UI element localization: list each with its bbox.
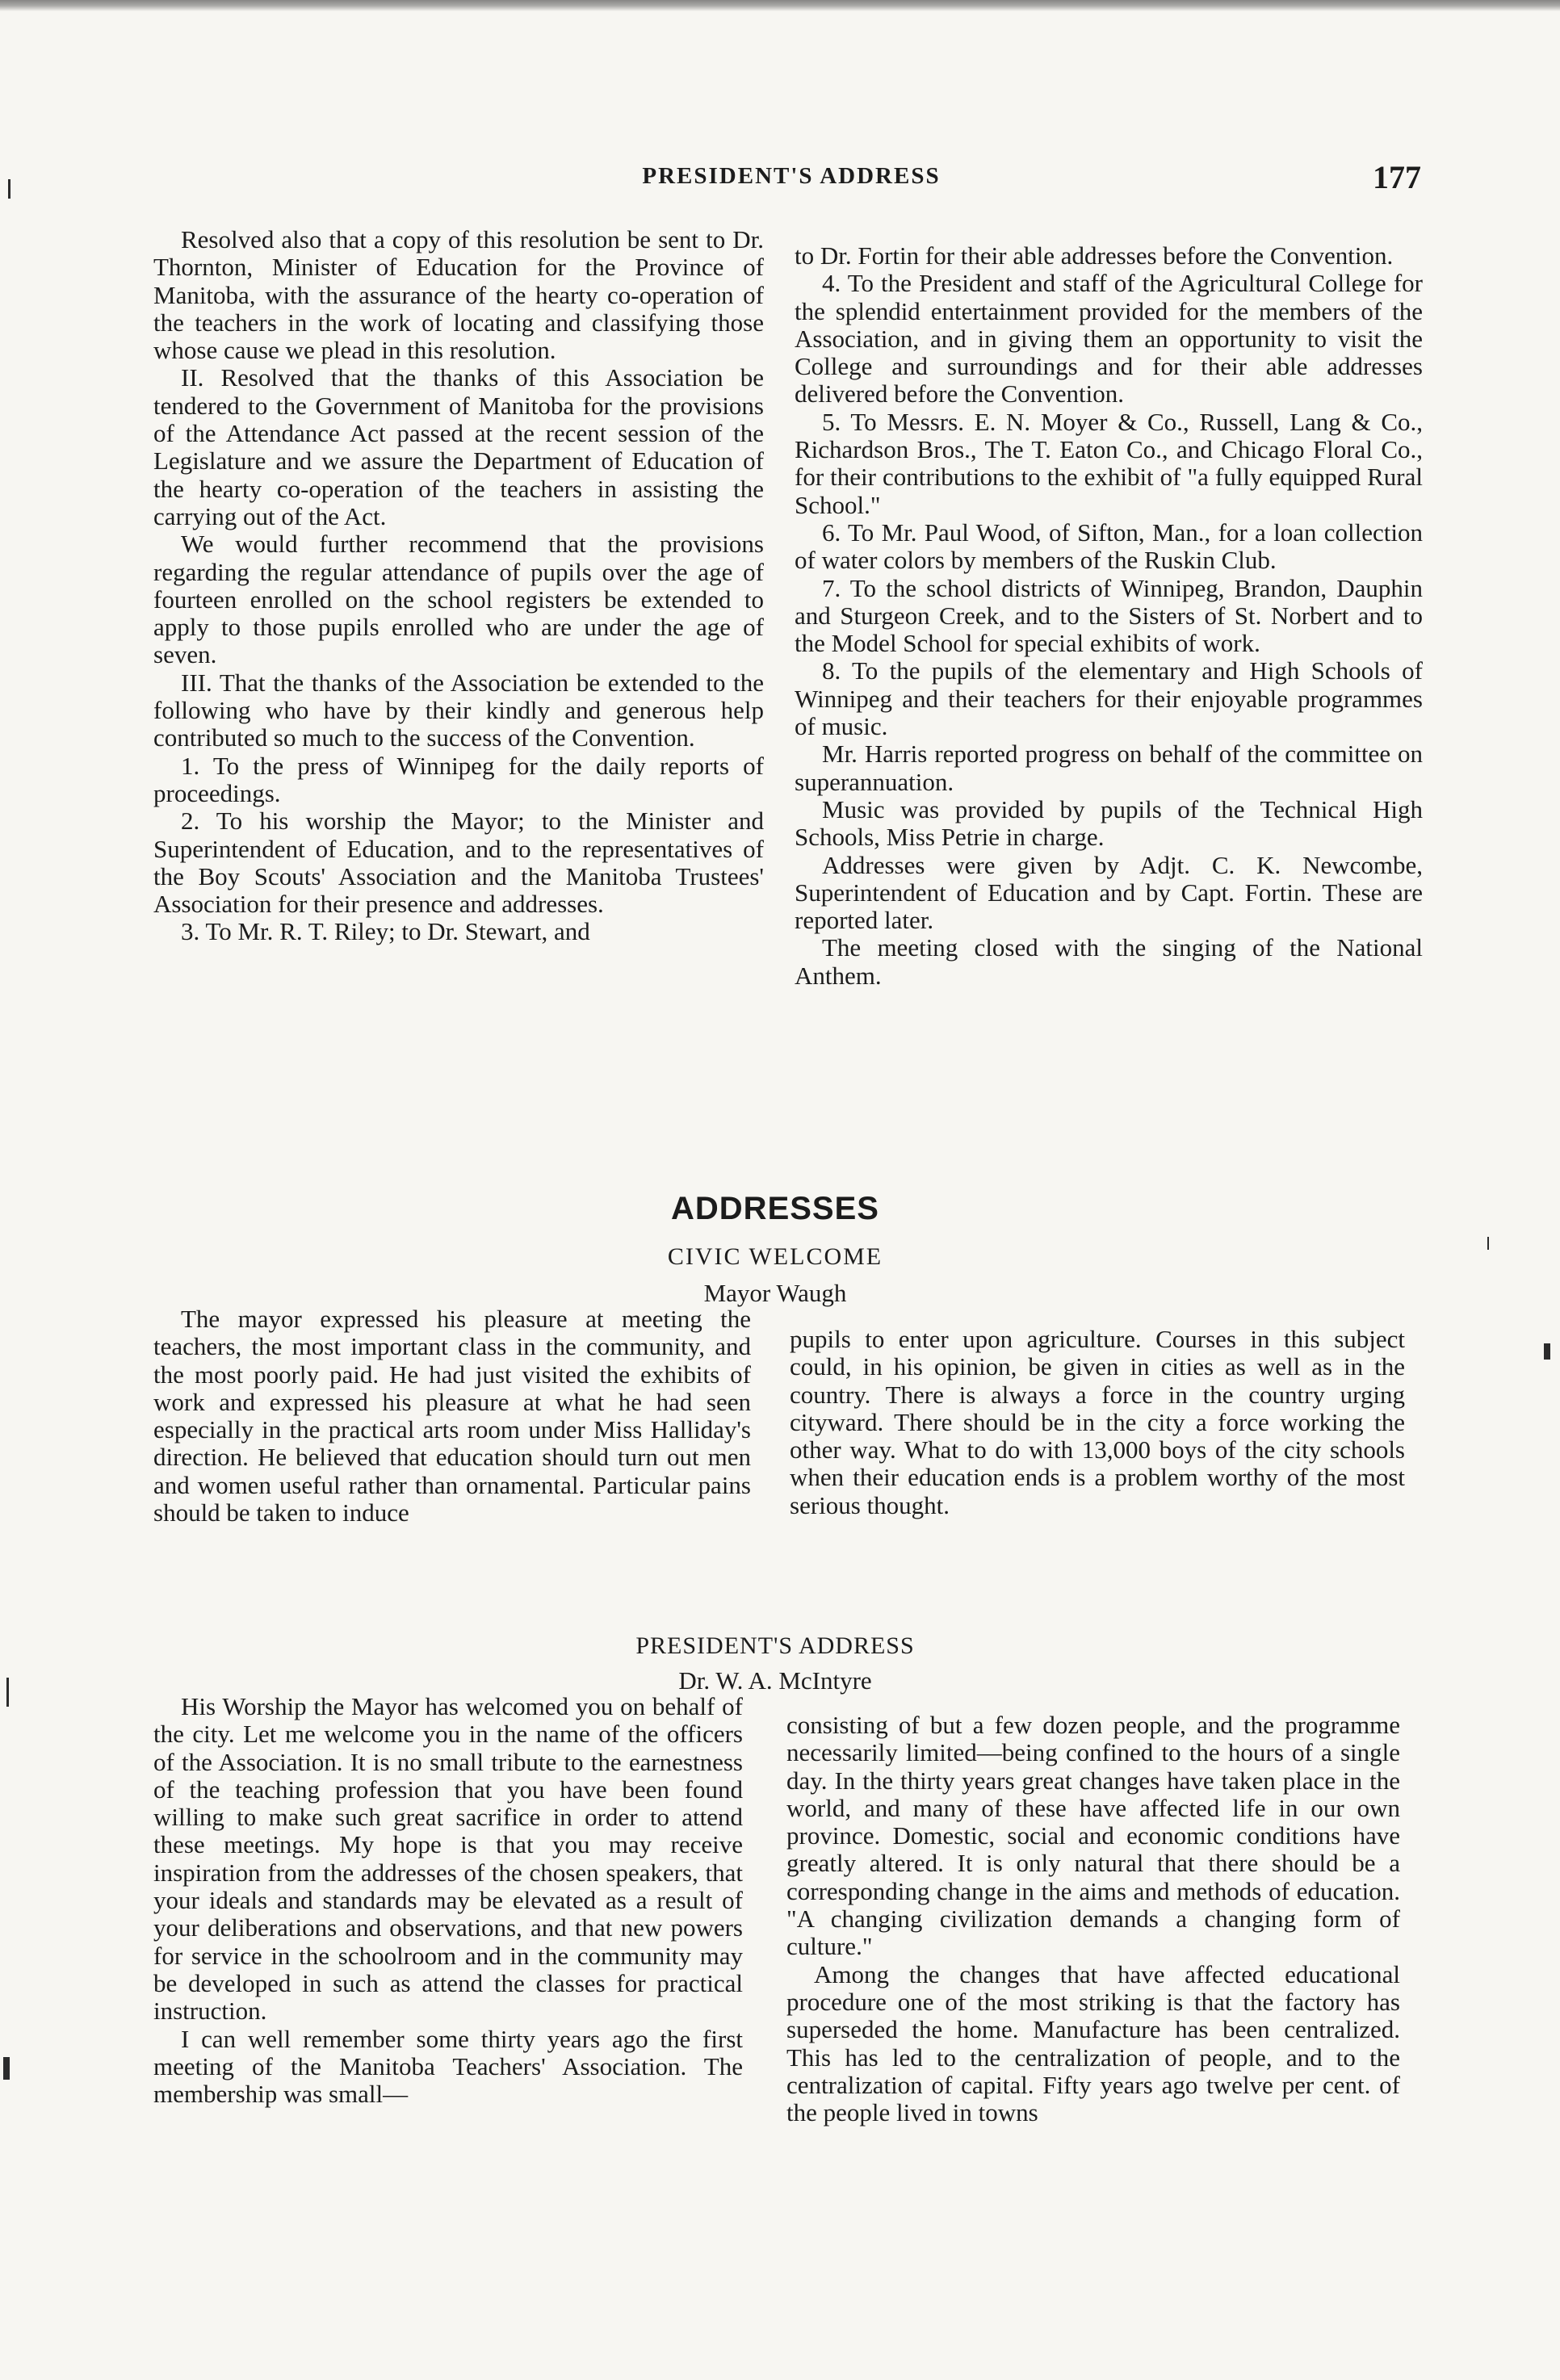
paragraph: III. That the thanks of the Association be extended to the following who have by their kindly and generous help contributed so much to the success of the Convention. bbox=[153, 668, 764, 752]
paragraph: 4. To the President and staff of the Agricultural College for the splendid entertainment provided for the members of the Association, and in giving them an opportunity to visit the College and surroundings and for their able addresses delivered before the Convention. bbox=[795, 269, 1423, 409]
paragraph: 8. To the pupils of the elementary and High Schools of Winnipeg and their teachers for their enjoyable programmes of music. bbox=[795, 656, 1423, 741]
paragraph: 5. To Messrs. E. N. Moyer & Co., Russell, Lang & Co., Richardson Bros., The T. Eaton Co., and Chicago Floral Co., for their contributions to the exhibit of "a fully equipped Rural School." bbox=[795, 407, 1423, 519]
paragraph: Resolved also that a copy of this resolution be sent to Dr. Thornton, Minister of Education for the Province of Manitoba, with the assurance of the hearty co-operation of the teachers in the work of locating and classifying those whose cause we plead in this resolution. bbox=[153, 225, 764, 365]
paragraph: The meeting closed with the singing of the National Anthem. bbox=[795, 933, 1423, 990]
civic-welcome-left-column bbox=[153, 1305, 751, 1527]
paragraph: II. Resolved that the thanks of this Association be tendered to the Government of Manitoba for the provisions of the Attendance Act passed at the recent session of the Legislature and we assure the Department of Education of the hearty co-operation of the teachers in assisting the carrying out of the Act. bbox=[153, 363, 764, 530]
paragraph: Mr. Harris reported progress on behalf of the committee on superannuation. bbox=[795, 740, 1423, 796]
paragraph: pupils to enter upon agriculture. Courses in this subject could, in his opinion, be given in cities as well as in the country. There is always a force in the country urging cityward. There should be in the city a force working the other way. What to do with 13,000 boys of the city schools when their education ends is a problem worthy of the most serious thought. bbox=[790, 1325, 1405, 1519]
presidents-address-speaker: Dr. W. A. McIntyre bbox=[678, 1666, 872, 1695]
page-number: 177 bbox=[1373, 159, 1421, 195]
paragraph: The mayor expressed his pleasure at meeting the teachers, the most important class in the community, and the most poorly paid. He had just visited the exhibits of work and expressed his pleasure at what he had seen especially in the practical arts room under Miss Halliday's direction. He believed that education should turn out men and women useful rather than ornamental. Particular pains should be taken to induce bbox=[153, 1305, 751, 1527]
resolutions-left-column bbox=[153, 226, 764, 946]
paragraph: His Worship the Mayor has welcomed you on behalf of the city. Let me welcome you in the name of the officers of the Association. It is no small tribute to the earnestness of the teaching profession that you have been found willing to make such great sacrifice in order to attend these meetings. My hope is that you may receive inspiration from the addresses of the chosen speakers, that your ideals and standards may be elevated as a result of your deliberations and observations, and that new powers for service in the schoolroom and in the community may be developed in such as attend the classes for practical instruction. bbox=[153, 1692, 743, 2026]
margin-mark bbox=[8, 179, 10, 199]
paragraph: 7. To the school districts of Winnipeg, Brandon, Dauphin and Sturgeon Creek, and to the Sisters of St. Norbert and to the Model School for special exhibits of work. bbox=[795, 573, 1423, 658]
presidents-address-right-column bbox=[786, 1712, 1400, 2126]
civic-welcome-right-column bbox=[790, 1326, 1405, 1519]
scan-top-edge bbox=[0, 0, 1560, 11]
civic-welcome-heading: CIVIC WELCOME bbox=[667, 1243, 883, 1270]
civic-welcome-speaker: Mayor Waugh bbox=[703, 1279, 847, 1307]
paragraph: consisting of but a few dozen people, and the programme necessarily limited—being confined to the hours of a single day. In the thirty years great changes have taken place in the world, and many of these have affected life in our own province. Domestic, social and economic conditions have greatly altered. It is only natural that there should be a corresponding change in the aims and methods of education. "A changing civilization demands a changing form of culture." bbox=[786, 1711, 1400, 1961]
running-head: PRESIDENT'S ADDRESS bbox=[642, 163, 941, 189]
paragraph: 3. To Mr. R. T. Riley; to Dr. Stewart, and bbox=[181, 917, 590, 946]
paragraph: Music was provided by pupils of the Technical High Schools, Miss Petrie in charge. bbox=[795, 794, 1423, 852]
margin-mark bbox=[1544, 1343, 1550, 1360]
paragraph: to Dr. Fortin for their able addresses before the Convention. bbox=[795, 241, 1394, 270]
paragraph: We would further recommend that the provisions regarding the regular attendance of pupils over the age of fourteen enrolled on the school registers be extended to apply to those pupils enrolled who are under the age of seven. bbox=[153, 530, 764, 669]
paragraph: 2. To his worship the Mayor; to the Minister and Superintendent of Education, and to the representatives of the Boy Scouts' Association and the Manitoba Trustees' Association for their presence and addresses. bbox=[153, 807, 764, 919]
paragraph: I can well remember some thirty years ago the first meeting of the Manitoba Teachers' Association. The membership was small— bbox=[153, 2024, 743, 2109]
margin-mark bbox=[6, 1678, 9, 1707]
paragraph: Addresses were given by Adjt. C. K. Newcombe, Superintendent of Education and by Capt. Fortin. These are reported later. bbox=[795, 850, 1423, 935]
resolutions-right-column bbox=[795, 242, 1423, 990]
paragraph: 1. To the press of Winnipeg for the daily reports of proceedings. bbox=[153, 751, 764, 807]
paragraph: Among the changes that have affected educational procedure one of the most striking is that the factory has superseded the home. Manufacture has been centralized. This has led to the centralization of people, and to the centralization of capital. Fifty years ago twelve per cent. of the people lived in towns bbox=[786, 1959, 1400, 2127]
presidents-address-left-column bbox=[153, 1693, 743, 2108]
margin-mark bbox=[3, 2057, 10, 2080]
margin-mark bbox=[1487, 1237, 1489, 1250]
presidents-address-heading: PRESIDENT'S ADDRESS bbox=[635, 1632, 915, 1659]
paragraph: 6. To Mr. Paul Wood, of Sifton, Man., for a loan collection of water colors by members of the Ruskin Club. bbox=[795, 517, 1423, 575]
page-header bbox=[161, 158, 1421, 207]
addresses-heading: ADDRESSES bbox=[671, 1191, 879, 1226]
